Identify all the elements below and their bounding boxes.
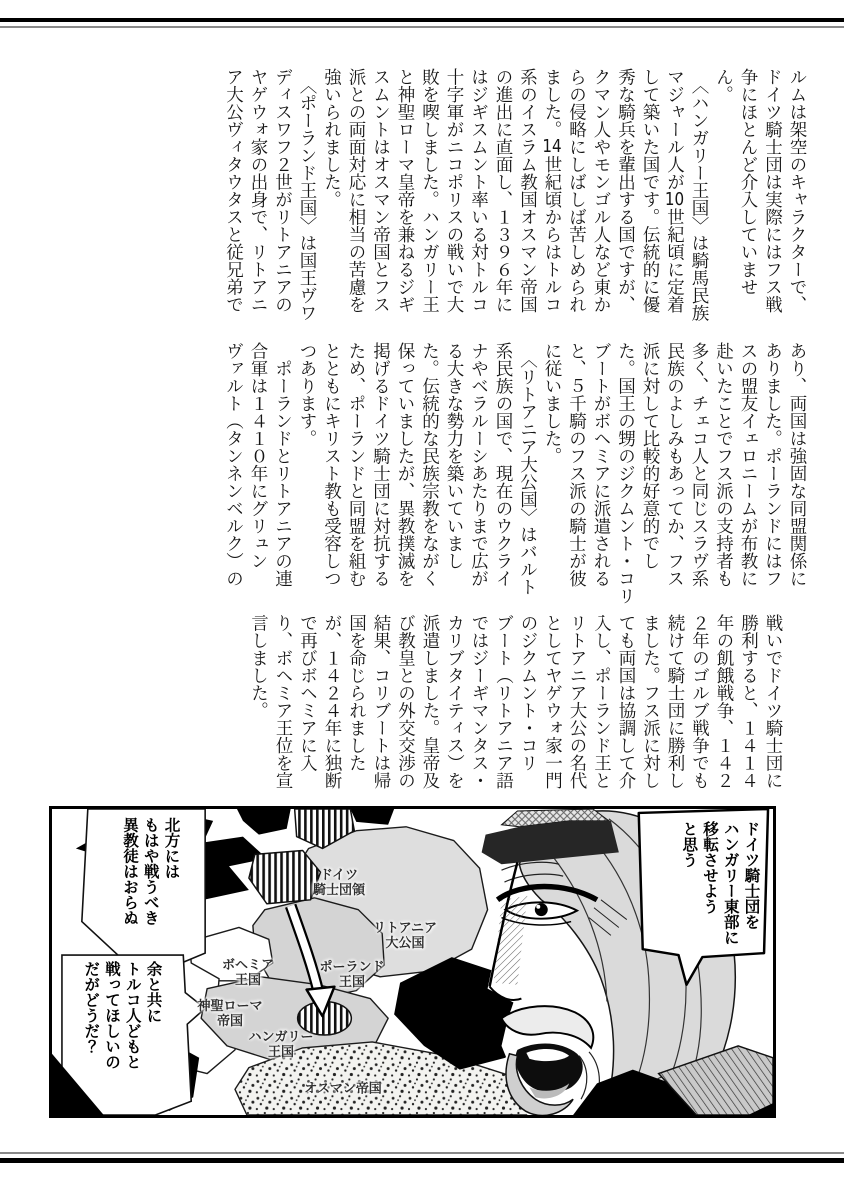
vertical-text-block-3 bbox=[242, 614, 788, 794]
text-column: 〈リトアニア大公国〉はバルト bbox=[517, 342, 538, 596]
map-label-line: ボヘミア bbox=[221, 958, 275, 974]
map-label-line: 大公国 bbox=[385, 936, 425, 951]
text-column: とともにキリスト教も受容しつ bbox=[321, 342, 342, 587]
map-label-line: 王国 bbox=[267, 1045, 295, 1060]
map-label-hungary bbox=[248, 1031, 313, 1061]
top-rule-thin bbox=[0, 26, 844, 28]
text-column: 秀な騎兵を輩出する国ですが、 bbox=[615, 68, 636, 313]
text-column: のジクムント・コリ bbox=[518, 614, 538, 772]
text-column: 系民族の国で、現在のウクライ bbox=[493, 342, 513, 587]
text-column: 勝利すると、１４１４ bbox=[738, 614, 759, 789]
caption-line: 戦ってほしいの bbox=[102, 961, 121, 1070]
text-column: らの侵略にしばしば苦しめられ bbox=[566, 68, 587, 313]
map-label-line: 帝国 bbox=[216, 1014, 244, 1029]
text-column: はジギスムント率いる対トルコ bbox=[468, 68, 489, 313]
text-column: クマン人やモンゴル人など東か bbox=[591, 68, 611, 313]
text-column: 戦いでドイツ騎士団に bbox=[763, 614, 783, 789]
bottom-rule-thin bbox=[0, 1152, 844, 1154]
text-column: ア大公ヴィタウタスと従兄弟で bbox=[223, 68, 244, 313]
iris bbox=[535, 903, 548, 916]
text-column: スの盟友イェロニームが布教に bbox=[738, 342, 758, 587]
map-label-line: 騎士団領 bbox=[312, 883, 366, 898]
text-column: 多く、チェコ人と同じスラヴ系 bbox=[689, 342, 709, 587]
speech-line: 移転させよう bbox=[700, 821, 719, 914]
text-column: で再びボヘミアに入 bbox=[297, 614, 318, 772]
map-label-ottoman bbox=[304, 1083, 382, 1098]
bottom-rule-thick bbox=[0, 1158, 844, 1163]
text-column: 入し、ポーランド王と bbox=[591, 614, 612, 789]
text-column: スムントはオスマン帝国とフス bbox=[370, 68, 391, 313]
text-column: としてヤゲウォ家一門 bbox=[542, 614, 563, 789]
caption-line: 北方には bbox=[162, 817, 181, 879]
speech-line: ハンガリー東部に bbox=[721, 821, 740, 945]
text-column: ブート（リトアニア語 bbox=[493, 614, 514, 789]
text-column: 結果、コリブートは帰 bbox=[371, 614, 391, 789]
caption-north-text bbox=[74, 817, 184, 977]
map-label-line: 王国 bbox=[234, 973, 262, 988]
speech-line: ドイツ騎士団を bbox=[742, 821, 761, 930]
text-column: ポーランドとリトアニアの連 bbox=[272, 342, 293, 587]
map-label-line: 神聖ローマ bbox=[197, 999, 263, 1015]
text-column: 強いられました。 bbox=[321, 68, 342, 208]
text-column: 十字軍がニコポリスの戦いで大 bbox=[444, 68, 464, 313]
text-column: ブートがボヘミアに派遣される bbox=[591, 342, 611, 587]
map-label-line: ハンガリー bbox=[248, 1030, 314, 1046]
manga-panel bbox=[49, 806, 776, 1118]
text-column: ました。14世紀頃からはトルコ bbox=[542, 68, 562, 313]
text-column: 保っていましたが、異教撲滅を bbox=[395, 342, 415, 587]
text-column: つあります。 bbox=[297, 342, 317, 447]
text-column: が、１４２４年に独断 bbox=[322, 614, 342, 789]
text-column: り、ボヘミア王位を宣 bbox=[273, 614, 293, 789]
map-label-line: オスマン帝国 bbox=[304, 1081, 382, 1097]
text-column: と神聖ローマ皇帝を兼ねるジギ bbox=[395, 68, 415, 313]
map-label-line: ドイツ bbox=[319, 868, 359, 884]
text-column: に従いました。 bbox=[542, 342, 562, 465]
top-rule-thick bbox=[0, 18, 844, 22]
map-label-line: リトアニア bbox=[373, 921, 437, 937]
text-column: 敗を喫しました。ハンガリー王 bbox=[419, 68, 440, 313]
text-column: カリブタイティス）を bbox=[444, 614, 465, 789]
text-column: ました。フス派に対し bbox=[640, 614, 661, 789]
text-column: 年の飢餓戦争、１４２ bbox=[714, 614, 734, 789]
vertical-text-block-1 bbox=[217, 68, 812, 334]
map-label-holy-roman-empire bbox=[197, 1000, 262, 1030]
text-column: 掲げるドイツ騎士団に対抗する bbox=[370, 342, 391, 587]
text-column: 続けて騎士団に勝利し bbox=[665, 614, 685, 789]
map-label-teutonic bbox=[313, 869, 365, 899]
text-column: 派に対して比較的好意的でし bbox=[640, 342, 660, 570]
text-column: ルムは架空のキャラクターで、 bbox=[787, 68, 807, 313]
text-column: ２年のゴルブ戦争でも bbox=[689, 614, 710, 789]
map-label-line: 王国 bbox=[338, 975, 366, 990]
text-column: ではジーギマンタス・ bbox=[469, 614, 489, 789]
eye-glint bbox=[536, 905, 540, 909]
text-column: ヴァルト（タンネンベルク）の bbox=[223, 342, 244, 587]
text-column: 派との両面対応に相当の苦慮を bbox=[346, 68, 366, 313]
text-column: ディスワフ２世がリトアニアの bbox=[272, 68, 293, 313]
text-column: 国を命じられました bbox=[346, 614, 367, 772]
text-column: る大きな勢力を築いていまし bbox=[444, 342, 464, 570]
caption-line: トルコ人どもと bbox=[123, 961, 142, 1070]
caption-line: もはや戦うべき bbox=[141, 817, 160, 926]
text-column: ドイツ騎士団は実際にはフス戦 bbox=[762, 68, 783, 313]
map-label-poland bbox=[319, 961, 384, 991]
text-column: 言しました。 bbox=[248, 614, 269, 719]
text-column: ありました。ポーランドにはフ bbox=[762, 342, 783, 587]
text-column: と、５千騎のフス派の騎士が彼 bbox=[566, 342, 587, 587]
text-column: 争にほとんど介入していませ bbox=[738, 68, 758, 296]
map-label-bohemia bbox=[222, 959, 274, 989]
vertical-text-block-2 bbox=[217, 342, 812, 608]
text-column: ため、ポーランドと同盟を組む bbox=[346, 342, 366, 587]
caption-south-text bbox=[60, 961, 166, 1117]
text-column: 〈ハンガリー王国〉は騎馬民族 bbox=[689, 68, 709, 322]
text-column: び教皇との外交交渉の bbox=[395, 614, 416, 789]
text-column: 〈ポーランド王国〉は国王ヴワ bbox=[297, 68, 317, 322]
text-column: ナやベラルーシあたりまで広が bbox=[468, 342, 489, 587]
map-label-line: ポーランド bbox=[319, 960, 385, 976]
text-column: リトアニア大公の名代 bbox=[567, 614, 587, 789]
text-column: 系のイスラム教国オスマン帝国 bbox=[517, 68, 538, 313]
caption-line: だがどうだ？ bbox=[82, 961, 101, 1054]
speech-line: と思う bbox=[680, 821, 699, 868]
text-column: た。伝統的な民族宗教をながく bbox=[419, 342, 440, 587]
text-column: 赴いたことでフス派の支持者も bbox=[713, 342, 734, 587]
text-column: ヤゲウォ家の出身で、リトアニ bbox=[248, 68, 268, 313]
text-column: ても両国は協調して介 bbox=[616, 614, 636, 789]
text-column: マジャール人が10世紀頃に定着 bbox=[664, 68, 685, 313]
speech-bubble-text bbox=[640, 821, 764, 961]
map-label-lithuania bbox=[373, 922, 437, 952]
text-column: ん。 bbox=[713, 68, 734, 103]
text-column: 民族のよしみもあってか、フス bbox=[664, 342, 685, 587]
text-column: 派遣しました。皇帝及 bbox=[420, 614, 440, 789]
text-column: た。国王の甥のジクムント・コリ bbox=[615, 342, 636, 605]
caption-line: 余と共に bbox=[144, 961, 163, 1023]
caption-line: 異教徒はおらぬ bbox=[120, 817, 139, 926]
text-column: して築いた国です。伝統的に優 bbox=[640, 68, 660, 313]
text-column: 合軍は１４１０年にグリュン bbox=[248, 342, 268, 570]
text-column: あり、両国は強固な同盟関係に bbox=[787, 342, 807, 587]
text-column: の進出に直面し、１３９６年に bbox=[493, 68, 513, 313]
